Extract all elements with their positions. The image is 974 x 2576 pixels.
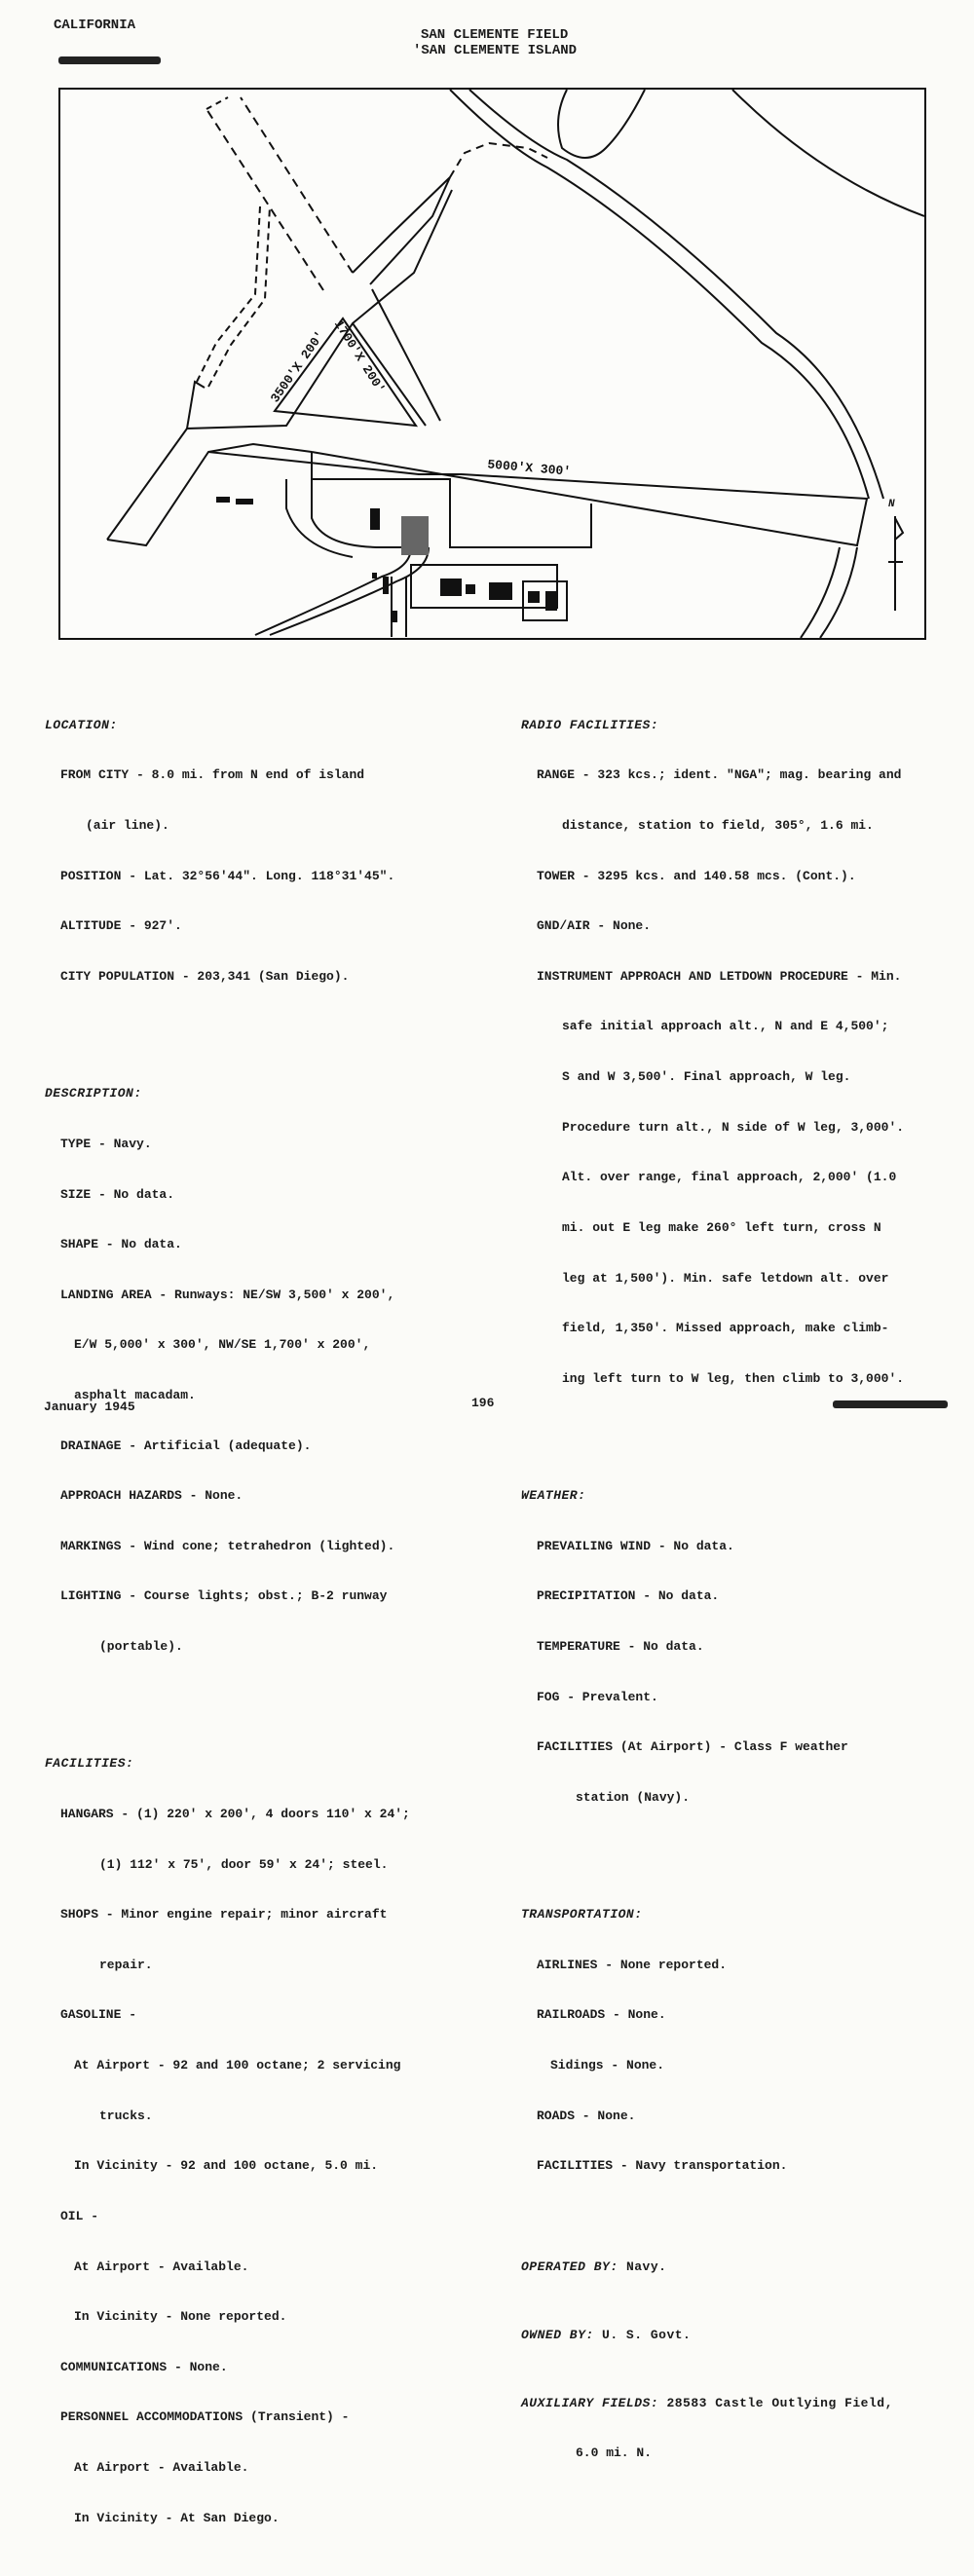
facilities-line: In Vicinity - At San Diego. — [74, 2510, 280, 2525]
description-line: MARKINGS - Wind cone; tetrahedron (lighted). — [60, 1538, 395, 1553]
north-label: N — [888, 499, 895, 510]
radio-line: TOWER - 3295 kcs. and 140.58 mcs. (Cont.). — [537, 868, 856, 883]
facilities-line: OIL - — [60, 2208, 99, 2223]
runway-label-e-w: 5000'X 300' — [486, 457, 572, 479]
left-column — [45, 650, 483, 2576]
description-line: SHAPE - No data. — [60, 1237, 182, 1252]
transportation-line: ROADS - None. — [537, 2108, 636, 2123]
north-arrow-icon — [888, 516, 903, 611]
footer-date: January 1945 — [44, 1400, 135, 1414]
description-heading: DESCRIPTION: — [45, 1086, 142, 1101]
facilities-heading: FACILITIES: — [45, 1756, 134, 1772]
location-line: FROM CITY - 8.0 mi. from N end of island — [60, 767, 365, 783]
weather-line: FOG - Prevalent. — [537, 1689, 658, 1704]
description-section — [45, 1052, 483, 1689]
description-line: DRAINAGE - Artificial (adequate). — [60, 1437, 312, 1453]
island-name: 'SAN CLEMENTE ISLAND — [413, 43, 578, 58]
location-line: ALTITUDE - 927'. — [60, 918, 182, 934]
facilities-line: (1) 112' x 75', door 59' x 24'; steel. — [99, 1856, 389, 1872]
weather-line: station (Navy). — [576, 1789, 691, 1805]
description-line: asphalt macadam. — [74, 1387, 196, 1402]
airfield-map — [58, 88, 926, 640]
description-line: APPROACH HAZARDS - None. — [60, 1488, 244, 1504]
radio-line: Procedure turn alt., N side of W leg, 3,000'. — [562, 1119, 905, 1135]
facilities-line: GASOLINE - — [60, 2007, 137, 2023]
transportation-section — [521, 1873, 964, 2208]
weather-line: PRECIPITATION - No data. — [537, 1588, 720, 1604]
transportation-line: AIRLINES - None reported. — [537, 1957, 728, 1972]
radio-line: INSTRUMENT APPROACH AND LETDOWN PROCEDURE - Min. — [537, 968, 902, 984]
weather-line: FACILITIES (At Airport) - Class F weather — [537, 1739, 848, 1755]
radio-line: distance, station to field, 305°, 1.6 mi. — [562, 818, 874, 834]
auxiliary-fields-value: 28583 Castle Outlying Field, — [666, 2395, 893, 2410]
location-line: (air line). — [86, 818, 169, 834]
location-section — [45, 683, 483, 1018]
page-number: 196 — [471, 1396, 495, 1410]
radio-line: leg at 1,500'). Min. safe letdown alt. over — [562, 1270, 889, 1286]
runway-label-ne-sw: 3500'X 200' — [267, 328, 328, 406]
facilities-line: HANGARS - (1) 220' x 200', 4 doors 110' x 24'; — [60, 1807, 410, 1822]
location-heading: LOCATION: — [45, 717, 118, 732]
radio-line: ing left turn to W leg, then climb to 3,000'. — [562, 1370, 905, 1386]
auxiliary-fields-label: AUXILIARY FIELDS: — [521, 2395, 659, 2410]
radio-section — [521, 683, 964, 1420]
radio-line: mi. out E leg make 260° left turn, cross N — [562, 1219, 881, 1235]
state-heading: CALIFORNIA — [54, 18, 136, 33]
location-line: POSITION - Lat. 32°56'44". Long. 118°31'45". — [60, 868, 395, 883]
radio-line: GND/AIR - None. — [537, 918, 652, 934]
transportation-heading: TRANSPORTATION: — [521, 1907, 643, 1923]
operated-by-label: OPERATED BY: — [521, 2259, 618, 2275]
facilities-line: At Airport - Available. — [74, 2259, 249, 2274]
runway-nesw-edge — [107, 190, 452, 540]
redacted-mark — [58, 56, 161, 64]
facilities-section — [45, 1722, 483, 2559]
auxiliary-fields-value-2: 6.0 mi. N. — [576, 2445, 653, 2461]
radio-line: S and W 3,500'. Final approach, W leg. — [562, 1069, 851, 1085]
facilities-line: SHOPS - Minor engine repair; minor aircraft — [60, 1907, 388, 1923]
field-name: SAN CLEMENTE FIELD — [421, 27, 569, 43]
transportation-line: RAILROADS - None. — [537, 2007, 666, 2023]
owned-by — [521, 2327, 964, 2343]
facilities-line: At Airport - Available. — [74, 2459, 249, 2475]
description-line: SIZE - No data. — [60, 1186, 175, 1202]
operated-by-value: Navy. — [625, 2259, 667, 2275]
facilities-line: repair. — [99, 1957, 153, 1972]
airfield-diagram — [60, 90, 924, 638]
right-column — [521, 650, 964, 2479]
description-line: LANDING AREA - Runways: NE/SW 3,500' x 200', — [60, 1287, 395, 1302]
transportation-line: FACILITIES - Navy transportation. — [537, 2158, 788, 2174]
facilities-line: In Vicinity - None reported. — [74, 2309, 287, 2325]
description-line: LIGHTING - Course lights; obst.; B-2 runway — [60, 1588, 388, 1604]
description-line: TYPE - Navy. — [60, 1136, 152, 1151]
facilities-line: At Airport - 92 and 100 octane; 2 servicing — [74, 2058, 401, 2073]
owned-by-label: OWNED BY: — [521, 2327, 594, 2342]
description-line: (portable). — [99, 1638, 183, 1654]
facilities-line: trucks. — [99, 2108, 153, 2123]
runway-label-nw-se: 1700'X 200' — [330, 317, 389, 396]
radio-line: Alt. over range, final approach, 2,000' (1.0 — [562, 1170, 897, 1185]
weather-heading: WEATHER: — [521, 1488, 586, 1504]
weather-line: TEMPERATURE - No data. — [537, 1638, 704, 1654]
auxiliary-fields — [521, 2395, 964, 2411]
facilities-line: PERSONNEL ACCOMMODATIONS (Transient) - — [60, 2409, 350, 2425]
radio-line: safe initial approach alt., N and E 4,500'; — [562, 1019, 889, 1034]
location-line: CITY POPULATION - 203,341 (San Diego). — [60, 968, 350, 984]
radio-line: field, 1,350'. Missed approach, make climb- — [562, 1321, 889, 1336]
redacted-mark — [833, 1400, 948, 1408]
facilities-line: In Vicinity - 92 and 100 octane, 5.0 mi. — [74, 2158, 379, 2174]
transportation-line: Sidings - None. — [550, 2058, 665, 2073]
weather-section — [521, 1454, 964, 1840]
facilities-line: COMMUNICATIONS - None. — [60, 2359, 228, 2374]
owned-by-value: U. S. Govt. — [602, 2327, 692, 2342]
weather-line: PREVAILING WIND - No data. — [537, 1538, 734, 1553]
description-line: E/W 5,000' x 300', NW/SE 1,700' x 200', — [74, 1337, 371, 1353]
radio-heading: RADIO FACILITIES: — [521, 717, 659, 732]
operated-by — [521, 2259, 964, 2275]
radio-line: RANGE - 323 kcs.; ident. "NGA"; mag. bearing and — [537, 767, 902, 783]
